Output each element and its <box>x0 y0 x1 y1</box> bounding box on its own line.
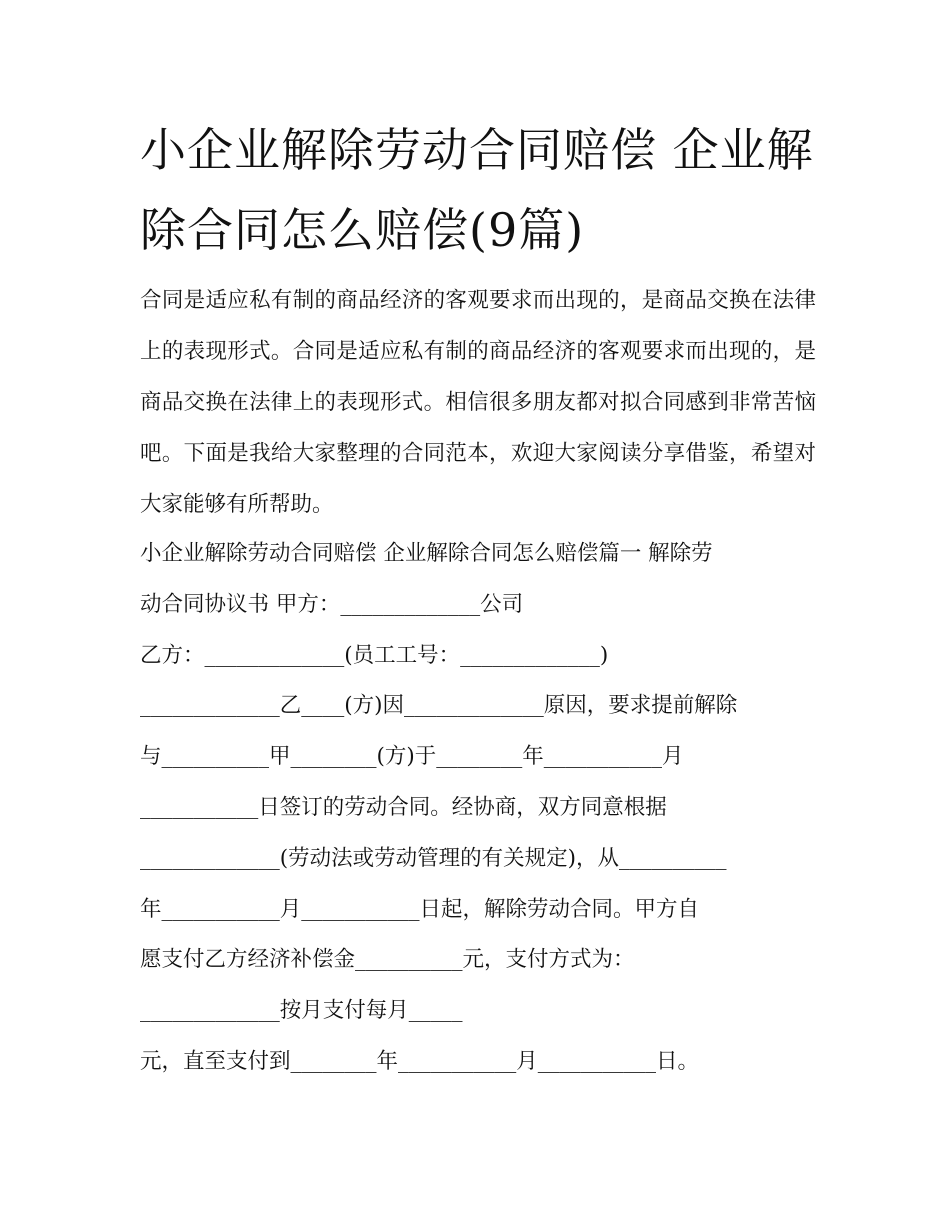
document-title: 小企业解除劳动合同赔偿 企业解除合同怎么赔偿(9篇) <box>140 123 814 257</box>
contract-line-3: 乙方：_____________(员工工号：_____________) <box>140 643 609 668</box>
contract-line-4: _____________乙____(方)因_____________原因，要求提前解除 <box>140 693 738 718</box>
contract-line-10: _____________按月支付每月_____ <box>140 998 463 1023</box>
contract-line-6: ___________日签订的劳动合同。经协商，双方同意根据 <box>140 795 667 820</box>
contract-line-9: 愿支付乙方经济补偿金__________元，支付方式为： <box>140 947 635 972</box>
contract-line-1: 小企业解除劳动合同赔偿 企业解除合同怎么赔偿篇一 解除劳 <box>140 541 713 566</box>
intro-paragraph: 合同是适应私有制的商品经济的客观要求而出现的，是商品交换在法律上的表现形式。合同是适应私有制的商品经济的客观要求而出现的，是商品交换在法律上的表现形式。相信很多朋友都对拟合同感到非常苦恼吧。下面是我给大家整理的合同范本，欢迎大家阅读分享借鉴，希望对大家能够有所帮助。 <box>140 288 816 517</box>
contract-line-2: 动合同协议书 甲方：_____________公司 <box>140 592 524 617</box>
contract-line-8: 年___________月___________日起，解除劳动合同。甲方自 <box>140 897 700 922</box>
contract-line-7: _____________(劳动法或劳动管理的有关规定)，从__________ <box>140 846 727 871</box>
contract-line-11: 元，直至支付到________年___________月___________日。 <box>140 1049 700 1074</box>
contract-line-5: 与__________甲________(方)于________年___________月 <box>140 744 684 769</box>
